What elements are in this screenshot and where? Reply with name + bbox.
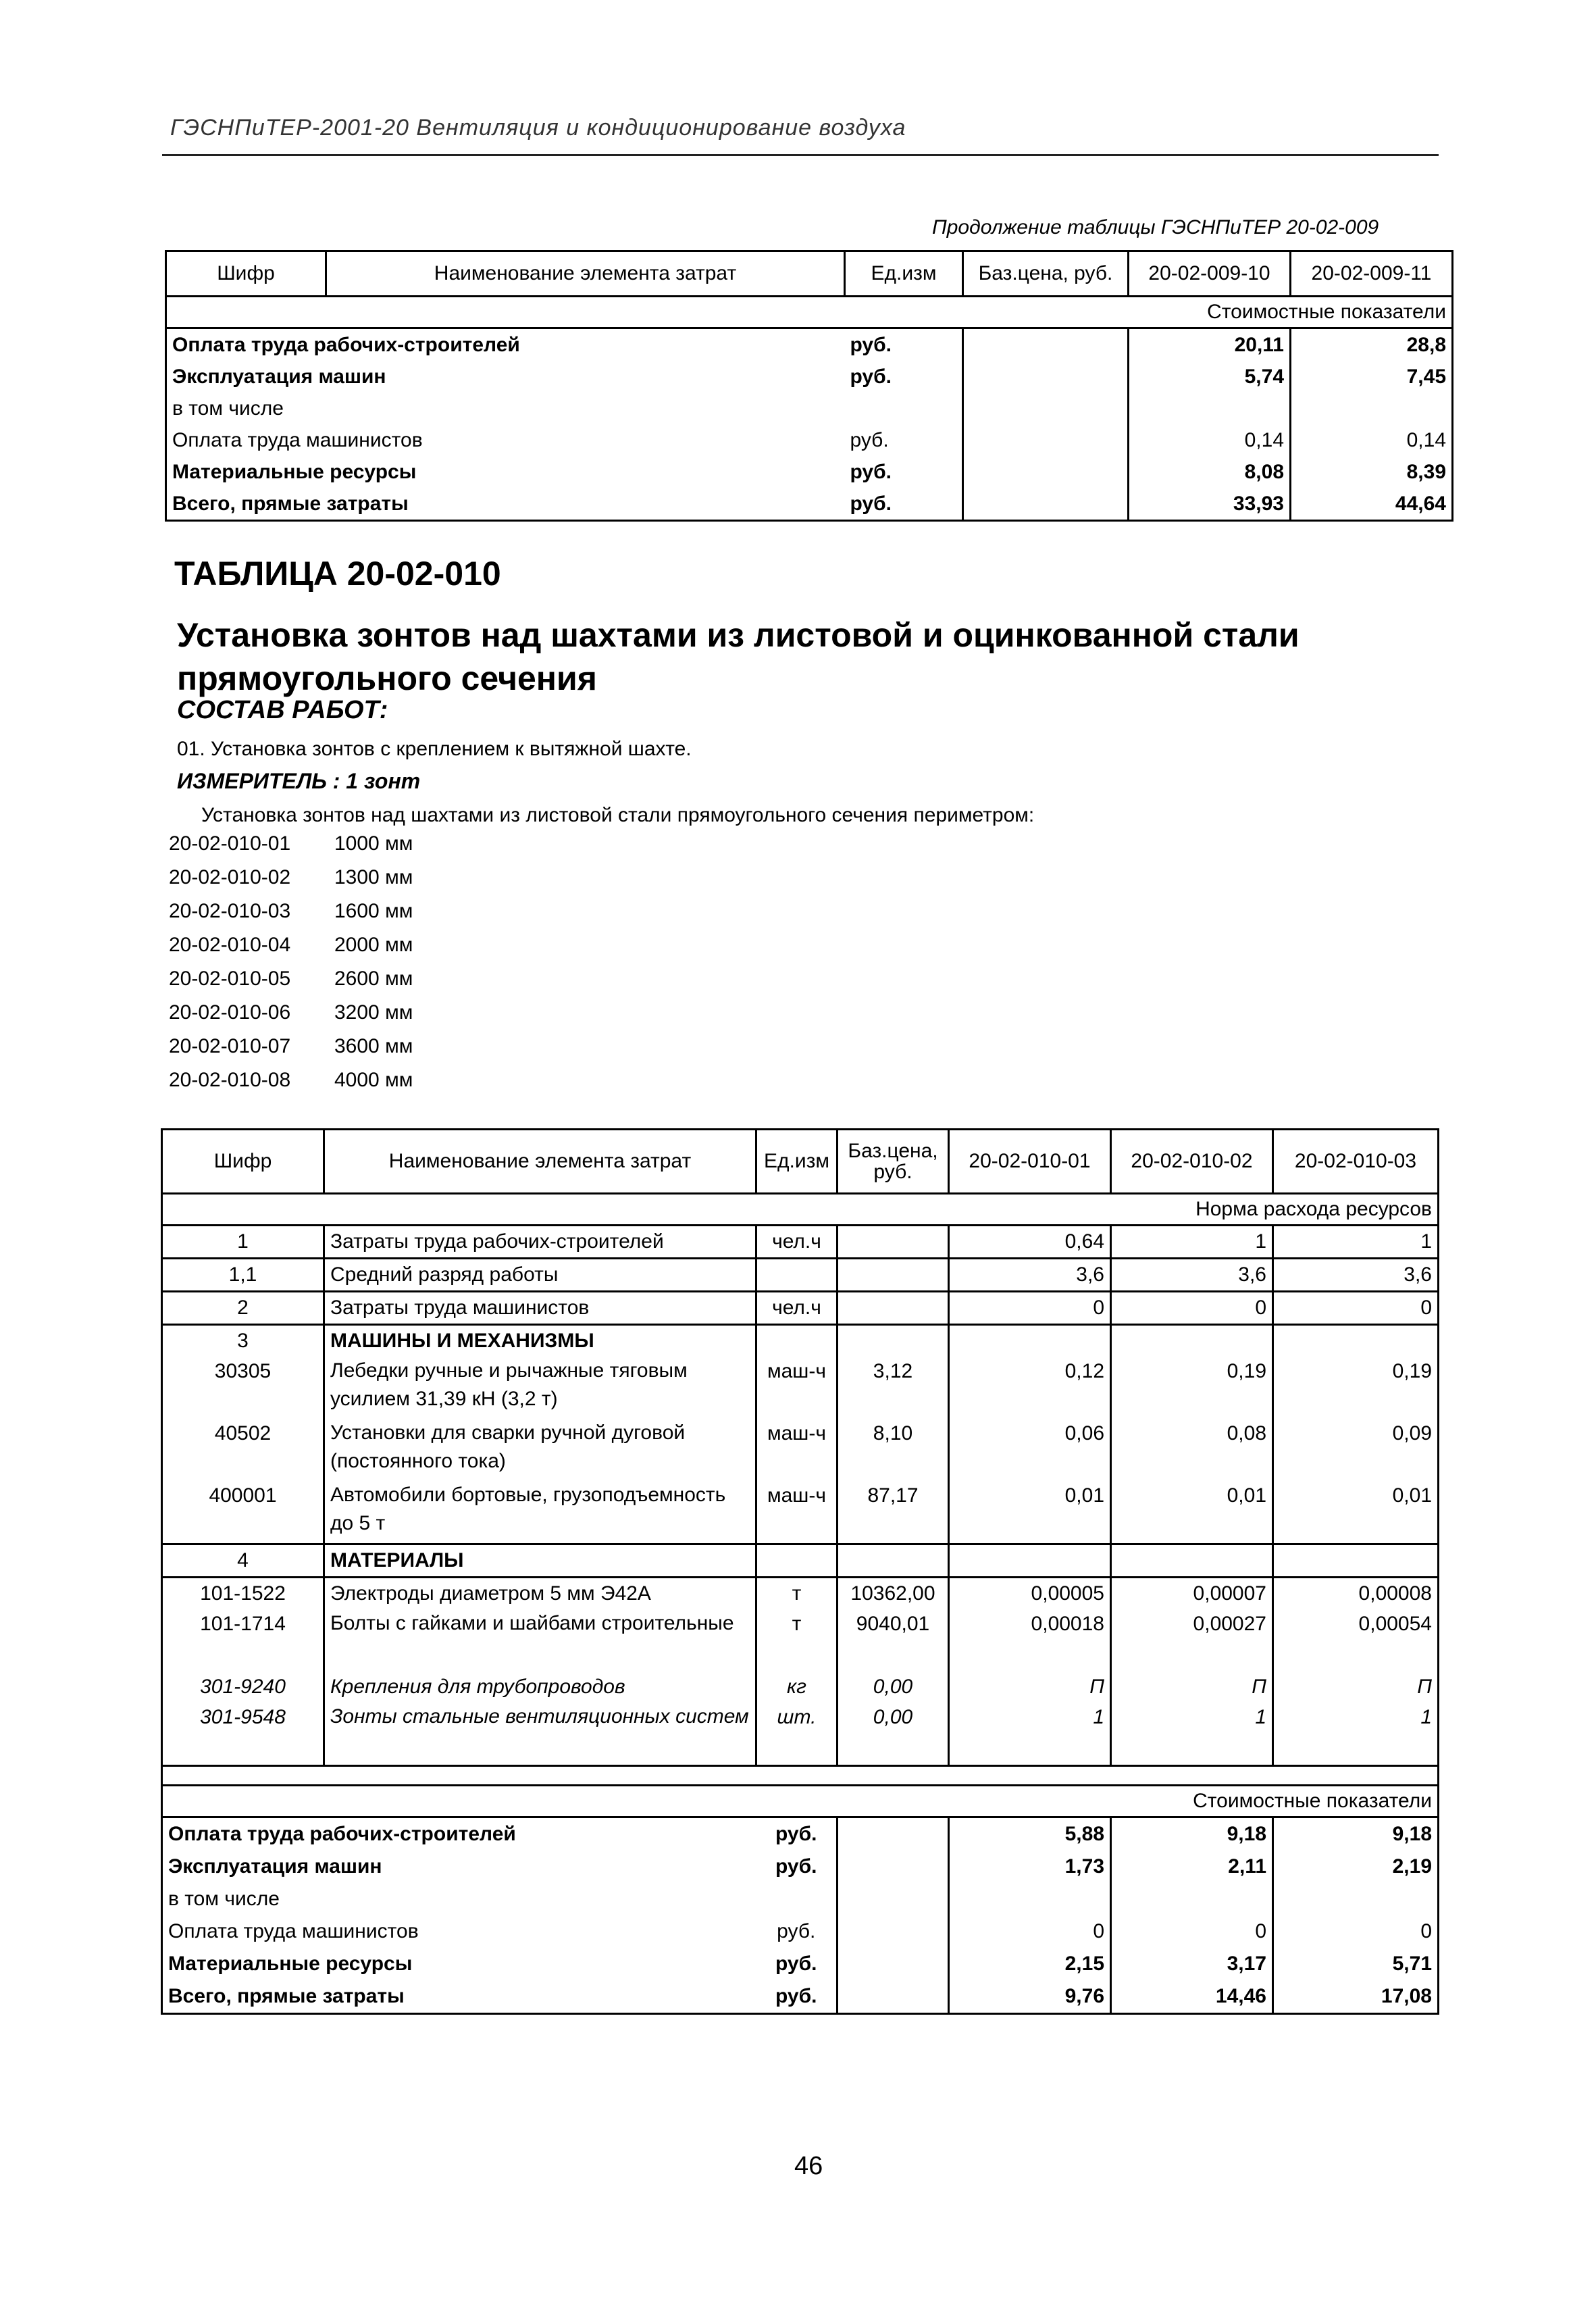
row-unit: руб. [845,361,963,393]
list-item [169,967,413,1001]
list-item [169,900,413,934]
row-price: 3,12 [838,1357,949,1419]
code: 20-02-010-04 [169,934,291,956]
row-name: Средний разряд работы [324,1259,756,1292]
row-value-2: 7,45 [1291,361,1453,393]
row-price: 0,00 [838,1703,949,1766]
row-price: 8,10 [838,1419,949,1481]
code: 20-02-010-03 [169,900,291,922]
row-code: 4 [162,1544,324,1578]
perimeter: 3200 мм [334,1001,413,1024]
row-price [963,393,1129,424]
row-value-3: 0,01 [1273,1481,1439,1544]
table-row [162,1578,1439,1610]
table-row [166,328,1453,361]
summary-value-1: 0 [949,1915,1111,1948]
summary-value-1 [949,1883,1111,1915]
summary-unit: руб. [756,1915,838,1948]
summary-value-1: 1,73 [949,1851,1111,1883]
summary-unit: руб. [756,1851,838,1883]
composition-label: СОСТАВ РАБОТ: [177,696,388,724]
row-name: в том числе [166,393,845,424]
table-20-02-009-continuation [165,250,1453,522]
summary-value-2 [1111,1883,1273,1915]
summary-unit: руб. [756,1980,838,2014]
header-col-3: 20-02-010-03 [1273,1130,1439,1194]
row-name: Крепления для трубопроводов [324,1671,756,1703]
summary-value-3: 17,08 [1273,1980,1439,2014]
perimeter: 2000 мм [334,934,413,956]
perimeter: 1600 мм [334,900,413,922]
table-row [166,393,1453,424]
row-value-2 [1111,1325,1273,1357]
row-name: Оплата труда рабочих-строителей [166,328,845,361]
summary-value-2: 3,17 [1111,1948,1273,1980]
row-name: Установки для сварки ручной дуговой (постоянного тока) [324,1419,756,1481]
row-value-1: 1 [949,1703,1111,1766]
summary-row [162,1915,1439,1948]
row-unit: чел.ч [756,1292,838,1325]
row-price [963,488,1129,521]
summary-unit [756,1883,838,1915]
row-unit: руб. [845,424,963,456]
row-price: 10362,00 [838,1578,949,1610]
row-name: Болты с гайками и шайбами строительные [324,1609,756,1671]
summary-value-3: 9,18 [1273,1817,1439,1851]
continuation-caption: Продолжение таблицы ГЭСНПиТЕР 20-02-009 [932,216,1379,238]
row-value-1: 0,01 [949,1481,1111,1544]
row-value-3 [1273,1544,1439,1578]
summary-value-3: 0 [1273,1915,1439,1948]
row-unit [756,1544,838,1578]
summary-unit: руб. [756,1817,838,1851]
row-code: 30305 [162,1357,324,1419]
row-value-2 [1111,1544,1273,1578]
table-20-02-010 [161,1128,1439,2015]
table-header-row [162,1130,1439,1194]
table-row [162,1259,1439,1292]
perimeter: 2600 мм [334,967,413,990]
code: 20-02-010-07 [169,1035,291,1057]
row-price [838,1292,949,1325]
row-value-2: 0,00007 [1111,1578,1273,1610]
table-row [166,456,1453,488]
list-item [169,832,413,866]
row-code: 301-9548 [162,1703,324,1766]
row-code: 301-9240 [162,1671,324,1703]
table-header-row [166,251,1453,297]
row-code: 40502 [162,1419,324,1481]
row-value-2: 0,19 [1111,1357,1273,1419]
summary-price [838,1915,949,1948]
summary-price [838,1980,949,2014]
meter-label: ИЗМЕРИТЕЛЬ : 1 зонт [177,769,421,793]
code-list [169,832,413,1103]
summary-row [162,1948,1439,1980]
row-value-2 [1291,393,1453,424]
summary-row [162,1851,1439,1883]
table-row [162,1703,1439,1766]
page-number: 46 [794,2152,823,2180]
table-title: ТАБЛИЦА 20-02-010 [174,555,501,593]
row-value-2: 0,14 [1291,424,1453,456]
summary-value-3: 5,71 [1273,1948,1439,1980]
row-name: Лебедки ручные и рычажные тяговым усилием 31,39 кН (3,2 т) [324,1357,756,1419]
subheader-costs: Стоимостные показатели [162,1786,1439,1817]
row-unit: руб. [845,456,963,488]
row-unit: руб. [845,488,963,521]
header-name: Наименование элемента затрат [326,251,845,297]
summary-value-2: 14,46 [1111,1980,1273,2014]
header-code: Шифр [162,1130,324,1194]
row-code: 400001 [162,1481,324,1544]
code: 20-02-010-06 [169,1001,291,1024]
row-value-3 [1273,1325,1439,1357]
row-value-3: 0,00054 [1273,1609,1439,1671]
row-value-2: 8,39 [1291,456,1453,488]
row-name: Материальные ресурсы [166,456,845,488]
summary-unit: руб. [756,1948,838,1980]
summary-price [838,1948,949,1980]
row-unit: шт. [756,1703,838,1766]
row-name: Электроды диаметром 5 мм Э42А [324,1578,756,1610]
row-code: 3 [162,1325,324,1357]
table-row [162,1357,1439,1419]
row-value-2: П [1111,1671,1273,1703]
summary-name: Эксплуатация машин [162,1851,756,1883]
summary-value-2: 2,11 [1111,1851,1273,1883]
row-name: МАШИНЫ И МЕХАНИЗМЫ [324,1325,756,1357]
row-value-1: 5,74 [1129,361,1291,393]
row-name: Оплата труда машинистов [166,424,845,456]
header-col-1: 20-02-009-10 [1129,251,1291,297]
row-value-2: 1 [1111,1703,1273,1766]
row-price [963,361,1129,393]
row-code: 1,1 [162,1259,324,1292]
header-rule [162,154,1439,156]
row-value-3: 1 [1273,1226,1439,1259]
row-name: Затраты труда рабочих-строителей [324,1226,756,1259]
row-price [838,1544,949,1578]
code: 20-02-010-01 [169,832,291,855]
perimeter: 1000 мм [334,832,413,855]
row-value-1: 20,11 [1129,328,1291,361]
summary-name: Всего, прямые затраты [162,1980,756,2014]
row-value-1: 0,12 [949,1357,1111,1419]
row-value-1 [949,1544,1111,1578]
row-price: 87,17 [838,1481,949,1544]
running-header: ГЭСНПиТЕР-2001-20 Вентиляция и кондиционирование воздуха [170,115,906,141]
row-name: Зонты стальные вентиляционных систем [324,1703,756,1766]
row-value-3: П [1273,1671,1439,1703]
row-value-3: 0,19 [1273,1357,1439,1419]
list-item [169,1035,413,1069]
row-value-3: 0 [1273,1292,1439,1325]
subheader-costs: Стоимостные показатели [166,297,1453,328]
code: 20-02-010-05 [169,967,291,990]
list-item [169,1001,413,1035]
header-unit: Ед.изм [845,251,963,297]
code: 20-02-010-02 [169,866,291,888]
row-unit [756,1325,838,1357]
row-name: Всего, прямые затраты [166,488,845,521]
header-col-2: 20-02-009-11 [1291,251,1453,297]
perimeter: 1300 мм [334,866,413,888]
list-item [169,866,413,900]
row-value-1: 33,93 [1129,488,1291,521]
header-price: Баз.цена, руб. [963,251,1129,297]
row-value-1: 0,06 [949,1419,1111,1481]
row-unit: маш-ч [756,1357,838,1419]
summary-value-2: 9,18 [1111,1817,1273,1851]
table-row [162,1544,1439,1578]
summary-name: Оплата труда рабочих-строителей [162,1817,756,1851]
table-row [166,361,1453,393]
summary-price [838,1883,949,1915]
summary-name: в том числе [162,1883,756,1915]
row-name: Автомобили бортовые, грузоподъемность до 5 т [324,1481,756,1544]
row-price [963,456,1129,488]
row-value-2: 44,64 [1291,488,1453,521]
table-row [162,1325,1439,1357]
table-row [162,1671,1439,1703]
row-code: 101-1714 [162,1609,324,1671]
row-value-1: П [949,1671,1111,1703]
summary-row [162,1817,1439,1851]
row-name: Затраты труда машинистов [324,1292,756,1325]
row-price [838,1259,949,1292]
header-code: Шифр [166,251,326,297]
row-value-2: 28,8 [1291,328,1453,361]
row-unit: руб. [845,328,963,361]
row-value-1: 0,64 [949,1226,1111,1259]
row-code: 101-1522 [162,1578,324,1610]
row-value-1: 0,00018 [949,1609,1111,1671]
subheader-row [162,1194,1439,1226]
row-code: 1 [162,1226,324,1259]
summary-row [162,1980,1439,2014]
row-price [963,328,1129,361]
summary-value-1: 9,76 [949,1980,1111,2014]
row-value-3: 0,00008 [1273,1578,1439,1610]
table-row [166,424,1453,456]
row-unit: т [756,1609,838,1671]
row-value-2: 1 [1111,1226,1273,1259]
table-row [162,1226,1439,1259]
row-unit: маш-ч [756,1419,838,1481]
row-unit: чел.ч [756,1226,838,1259]
summary-value-3: 2,19 [1273,1851,1439,1883]
list-item [169,934,413,967]
header-col-1: 20-02-010-01 [949,1130,1111,1194]
row-value-2: 0,00027 [1111,1609,1273,1671]
summary-name: Оплата труда машинистов [162,1915,756,1948]
row-price [963,424,1129,456]
row-value-1 [949,1325,1111,1357]
code: 20-02-010-08 [169,1069,291,1091]
summary-row [162,1883,1439,1915]
row-price [838,1226,949,1259]
header-unit: Ед.изм [756,1130,838,1194]
row-value-1: 3,6 [949,1259,1111,1292]
summary-value-1: 5,88 [949,1817,1111,1851]
header-name: Наименование элемента затрат [324,1130,756,1194]
perimeter: 3600 мм [334,1035,413,1057]
perimeter: 4000 мм [334,1069,413,1091]
row-name: МАТЕРИАЛЫ [324,1544,756,1578]
intro-text: Установка зонтов над шахтами из листовой стали прямоугольного сечения периметром: [201,804,1035,826]
subheader-norms: Норма расхода ресурсов [162,1194,1439,1226]
summary-value-3 [1273,1883,1439,1915]
row-value-2: 3,6 [1111,1259,1273,1292]
row-unit: т [756,1578,838,1610]
row-value-1: 0 [949,1292,1111,1325]
row-unit: кг [756,1671,838,1703]
table-subheader-row [166,297,1453,328]
spacer-row [162,1766,1439,1786]
summary-value-2: 0 [1111,1915,1273,1948]
header-col-2: 20-02-010-02 [1111,1130,1273,1194]
row-value-3: 3,6 [1273,1259,1439,1292]
row-price [838,1325,949,1357]
row-value-1: 0,00005 [949,1578,1111,1610]
row-value-1: 8,08 [1129,456,1291,488]
table-row [162,1481,1439,1544]
summary-value-1: 2,15 [949,1948,1111,1980]
row-value-3: 1 [1273,1703,1439,1766]
row-unit [845,393,963,424]
summary-name: Материальные ресурсы [162,1948,756,1980]
row-unit [756,1259,838,1292]
table-row [162,1419,1439,1481]
row-value-2: 0 [1111,1292,1273,1325]
list-item [169,1069,413,1103]
row-unit: маш-ч [756,1481,838,1544]
subheader-row [162,1786,1439,1817]
row-value-1 [1129,393,1291,424]
work-item: 01. Установка зонтов с креплением к вытяжной шахте. [177,738,692,760]
row-price: 9040,01 [838,1609,949,1671]
row-value-2: 0,08 [1111,1419,1273,1481]
table-row [166,488,1453,521]
summary-price [838,1817,949,1851]
table-row [162,1292,1439,1325]
row-value-2: 0,01 [1111,1481,1273,1544]
row-price: 0,00 [838,1671,949,1703]
header-price: Баз.цена, руб. [838,1130,949,1194]
row-code: 2 [162,1292,324,1325]
row-value-3: 0,09 [1273,1419,1439,1481]
table-row [162,1609,1439,1671]
summary-price [838,1851,949,1883]
row-name: Эксплуатация машин [166,361,845,393]
row-value-1: 0,14 [1129,424,1291,456]
table-subtitle: Установка зонтов над шахтами из листовой и оцинкованной стали прямоугольного сечения [177,616,1299,697]
